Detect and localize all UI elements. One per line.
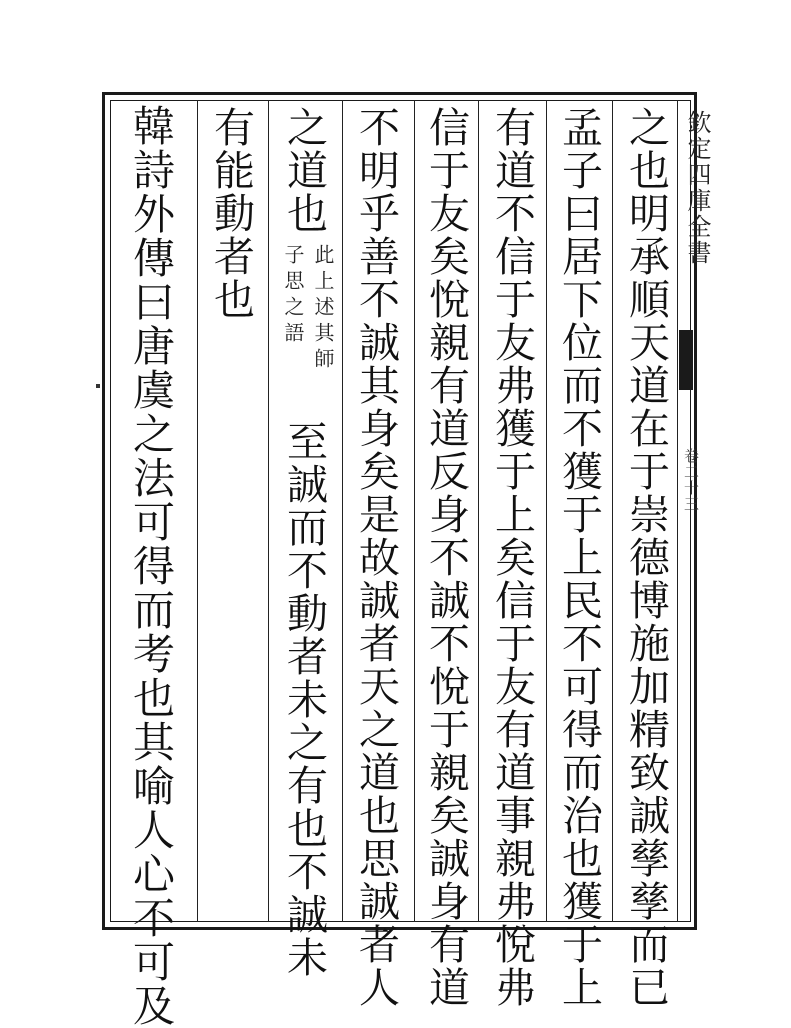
text-column-6-head: 之道也 <box>280 106 328 235</box>
text-column-3: 有道不信于友弗獲于上矣信于友有道事親弗悅弗 <box>488 106 536 1009</box>
column-rule <box>197 100 198 922</box>
text-column-1: 之也明承順天道在于崇德博施加精致誠孳孳而已 <box>622 106 670 1009</box>
juan-number: 卷二十三 <box>682 448 700 512</box>
column-rule <box>546 100 547 922</box>
text-column-2: 孟子曰居下位而不獲于上民不可得而治也獲于上 <box>555 106 603 1009</box>
commentary-line-2: 子思之語 <box>281 244 305 348</box>
text-column-4: 信于友矣悅親有道反身不誠不悅于親矣誠身有道 <box>422 106 470 1009</box>
commentary-line-1: 此上述其師 <box>311 244 335 374</box>
ink-speck <box>96 384 100 388</box>
text-column-8: 韓詩外傳曰唐虞之法可得而考也其喻人心不可及 <box>127 104 176 1028</box>
text-column-5: 不明乎善不誠其身矣是故誠者天之道也思誠者人 <box>352 106 400 1009</box>
fishtail-mark <box>679 330 693 390</box>
column-rule <box>414 100 415 922</box>
column-rule <box>342 100 343 922</box>
text-column-7: 有能動者也 <box>207 106 255 321</box>
column-rule <box>478 100 479 922</box>
column-rule <box>268 100 269 922</box>
text-column-6-tail: 至誠而不動者未之有也不誠未 <box>280 420 328 979</box>
column-rule <box>612 100 613 922</box>
book-title: 欽定四庫全書 <box>683 110 711 266</box>
